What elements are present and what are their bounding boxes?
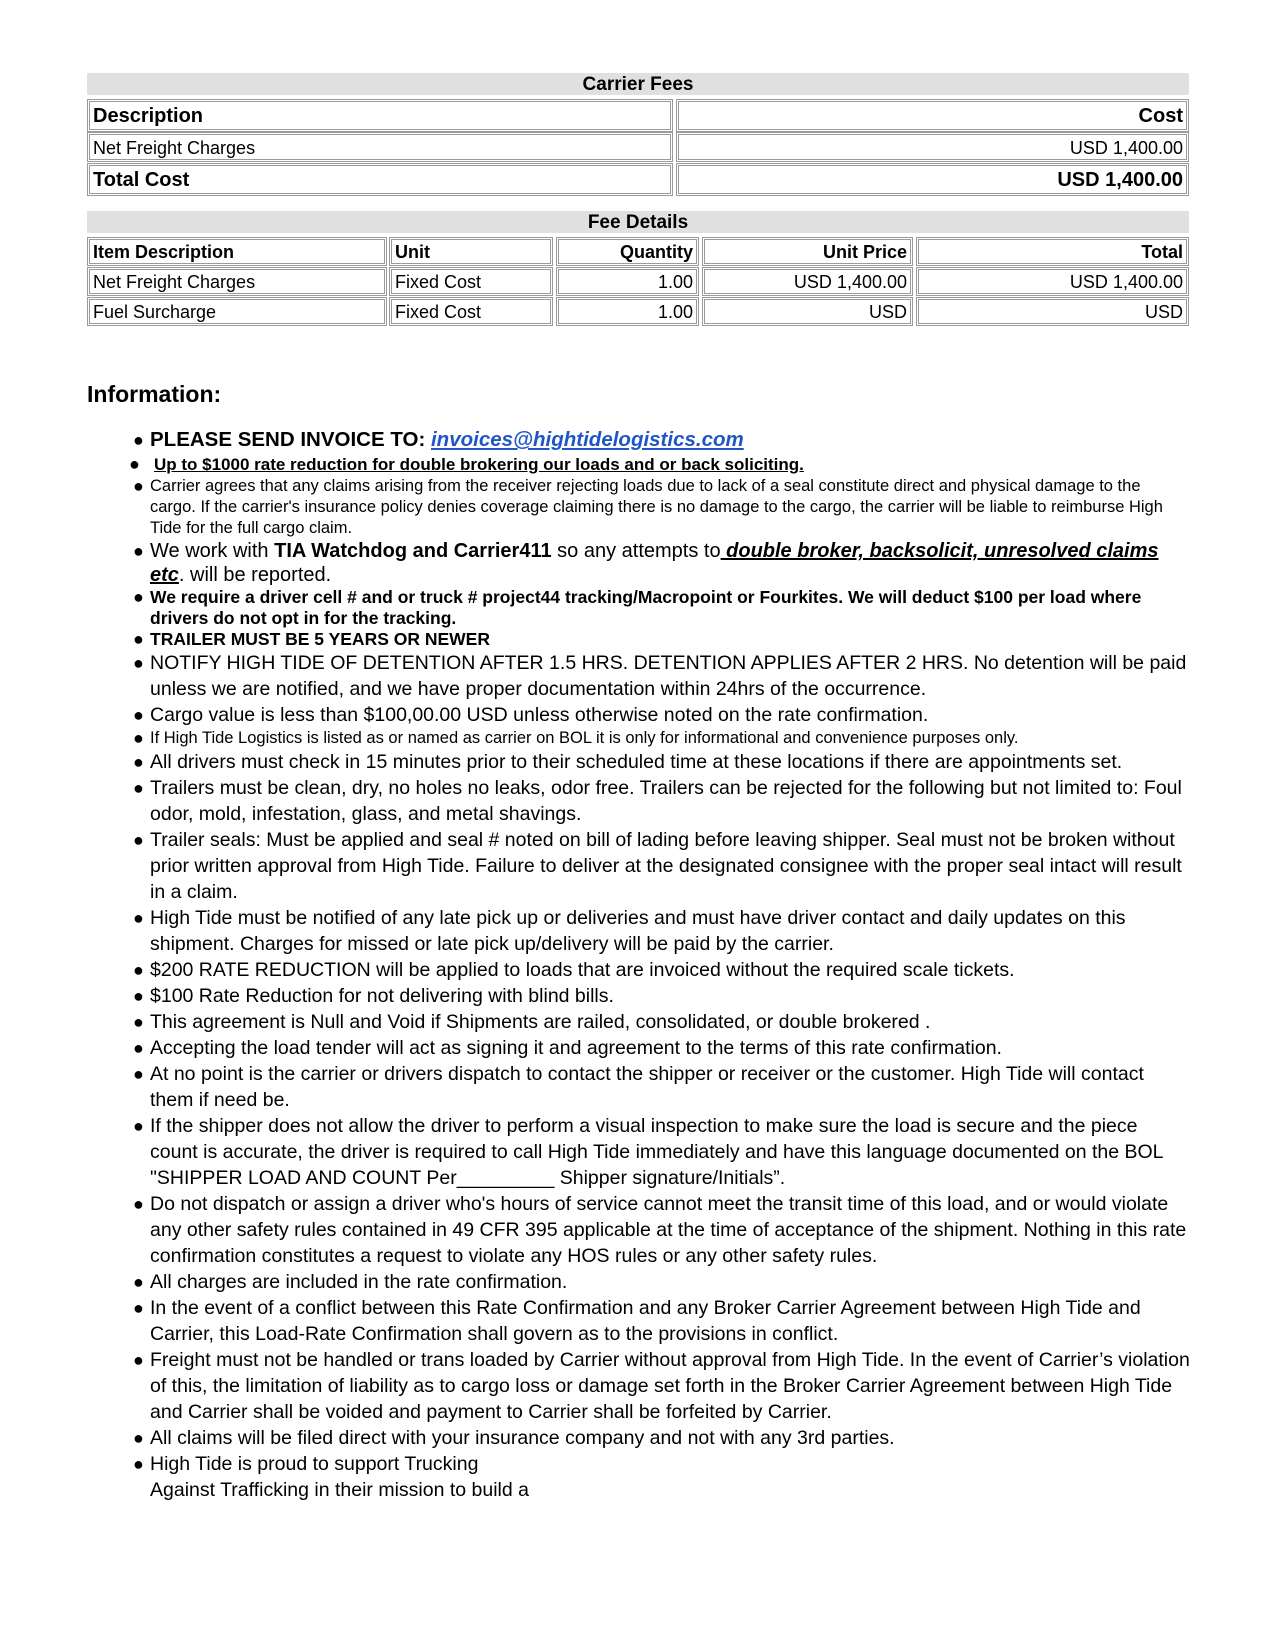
list-item <box>133 587 1190 629</box>
table-row <box>87 297 1189 326</box>
list-item <box>133 629 1190 650</box>
bullet-icon: ● <box>133 1012 144 1032</box>
list-item <box>133 983 1190 1009</box>
rate-reduction-text: Up to $1000 rate reduction for double brokering our loads and or back soliciting. <box>154 455 804 474</box>
bullet-icon: ● <box>129 454 140 474</box>
late-pickup-text: High Tide must be notified of any late pick up or deliveries and must have driver contact and daily updates on this shipment. Charges for missed or late pick up/delivery will be paid by the carrier. <box>150 907 1126 955</box>
list-item <box>133 650 1190 702</box>
invoice-email-link[interactable]: invoices@hightidelogistics.com <box>430 428 744 451</box>
cargo-value-text: Cargo value is less than $100,00.00 USD unless otherwise noted on the rate confirmation. <box>150 704 929 726</box>
fee-cost: USD 1,400.00 <box>676 132 1189 162</box>
trans-loading-text: Freight must not be handled or trans loaded by Carrier without approval from High Tide. In the event of Carrier’s violation of this, the limitation of liability as to cargo loss or damage set forth in the Broker Carrier Agreement between High Tide and Carrier shall be voided and payment to Carrier shall be forfeited by Carrier. <box>150 1349 1190 1423</box>
total-label: Total Cost <box>87 163 673 196</box>
bullet-icon: ● <box>133 1116 144 1136</box>
bullet-icon: ● <box>133 1038 144 1058</box>
list-item <box>133 1191 1190 1269</box>
fee-details-title: Fee Details <box>87 211 1189 233</box>
check-in-text: All drivers must check in 15 minutes prior to their scheduled time at these locations if there are appointments set. <box>150 751 1123 773</box>
list-item <box>133 1451 1190 1503</box>
bullet-icon: ● <box>133 1272 144 1292</box>
blind-bills-text: $100 Rate Reduction for not delivering with blind bills. <box>150 985 614 1007</box>
no-contact-text: At no point is the carrier or drivers dispatch to contact the shipper or receiver or the customer. High Tide will contact them if need be. <box>150 1063 1144 1111</box>
trucking-support-line-1: High Tide is proud to support Trucking <box>150 1453 479 1475</box>
information-list <box>129 427 1190 1503</box>
conflict-text: In the event of a conflict between this Rate Confirmation and any Broker Carrier Agreement between High Tide and Carrier, this Load-Rate Confirmation shall govern as to the provisions in conflict. <box>150 1297 1141 1345</box>
bullet-icon: ● <box>133 1194 144 1214</box>
total-header: Total <box>916 237 1189 266</box>
bullet-icon: ● <box>133 653 144 673</box>
item-unit-price: USD 1,400.00 <box>702 267 913 296</box>
cost-header: Cost <box>676 99 1189 132</box>
bullet-icon: ● <box>133 960 144 980</box>
list-item <box>133 1061 1190 1113</box>
list-item <box>133 702 1190 728</box>
fee-details-table <box>87 237 1189 326</box>
bullet-icon: ● <box>133 778 144 798</box>
list-item <box>133 775 1190 827</box>
watchdog-emphasis: double broker, backsolicit, unresolved claims etc <box>150 540 1159 586</box>
watchdog-text-end: . will be reported. <box>178 564 332 586</box>
list-item <box>133 749 1190 775</box>
table-row <box>87 267 1189 296</box>
list-item <box>133 476 1190 539</box>
item-unit: Fixed Cost <box>389 297 553 326</box>
fee-description: Net Freight Charges <box>87 132 673 162</box>
bullet-icon: ● <box>133 476 144 496</box>
hours-of-service-text: Do not dispatch or assign a driver who's hours of service cannot meet the transit time of this load, and or would violate any other safety rules contained in 49 CFR 395 applicable at the time of acceptance of the shipment. Nothing in this rate confirmation constitutes a request to violate any HOS rules or any other safety rules. <box>150 1193 1187 1267</box>
table-row <box>87 132 1189 162</box>
item-total: USD 1,400.00 <box>916 267 1189 296</box>
carrier-fees-header-row <box>87 99 1189 132</box>
item-description-header: Item Description <box>87 237 387 266</box>
description-header: Description <box>87 99 673 132</box>
item-quantity: 1.00 <box>556 297 699 326</box>
total-row <box>87 163 1189 196</box>
bullet-icon: ● <box>133 908 144 928</box>
bullet-icon: ● <box>133 587 144 607</box>
list-item <box>133 1035 1190 1061</box>
bullet-icon: ● <box>133 1350 144 1370</box>
bullet-icon: ● <box>133 752 144 772</box>
bullet-icon: ● <box>133 1454 144 1474</box>
trailer-condition-text: Trailers must be clean, dry, no holes no leaks, odor free. Trailers can be rejected for the following but not limited to: Foul odor, mold, infestation, glass, and metal shavings. <box>150 777 1182 825</box>
tender-acceptance-text: Accepting the load tender will act as signing it and agreement to the terms of this rate confirmation. <box>150 1037 1002 1059</box>
null-void-text: This agreement is Null and Void if Shipments are railed, consolidated, or double brokered . <box>150 1011 931 1033</box>
list-item <box>133 957 1190 983</box>
bol-note-text: If High Tide Logistics is listed as or named as carrier on BOL it is only for informational and convenience purposes only. <box>150 729 1019 747</box>
bullet-icon: ● <box>133 986 144 1006</box>
bullet-icon: ● <box>133 1428 144 1448</box>
unit-price-header: Unit Price <box>702 237 913 266</box>
bullet-icon: ● <box>133 705 144 725</box>
bullet-icon: ● <box>133 830 144 850</box>
carrier-fees-title: Carrier Fees <box>87 73 1189 95</box>
list-item <box>133 1269 1190 1295</box>
item-total: USD <box>916 297 1189 326</box>
list-item <box>133 827 1190 905</box>
fee-details-header-row <box>87 237 1189 266</box>
bullet-icon: ● <box>133 430 144 450</box>
bullet-icon: ● <box>133 629 144 649</box>
total-cost: USD 1,400.00 <box>676 163 1189 196</box>
list-item <box>133 728 1190 749</box>
bullet-icon: ● <box>133 728 144 748</box>
list-item <box>129 453 1190 476</box>
trailer-seals-text: Trailer seals: Must be applied and seal # noted on bill of lading before leaving shipper. Seal must not be broken without prior written approval from High Tide. Failure to deliver at the designated consignee with the proper seal intact will result in a claim. <box>150 829 1182 903</box>
watchdog-text-start: We work with <box>150 540 275 562</box>
watchdog-text-middle: so any attempts to <box>551 540 721 562</box>
item-quantity: 1.00 <box>556 267 699 296</box>
scale-tickets-text: $200 RATE REDUCTION will be applied to loads that are invoiced without the required scale tickets. <box>150 959 1015 981</box>
quantity-header: Quantity <box>556 237 699 266</box>
item-unit: Fixed Cost <box>389 267 553 296</box>
item-unit-price: USD <box>702 297 913 326</box>
trailer-age-text: TRAILER MUST BE 5 YEARS OR NEWER <box>150 629 490 649</box>
tracking-text: We require a driver cell # and or truck # project44 tracking/Macropoint or Fourkites. We will deduct $100 per load where drivers do not opt in for the tracking. <box>150 587 1142 628</box>
unit-header: Unit <box>389 237 553 266</box>
detention-text: NOTIFY HIGH TIDE OF DETENTION AFTER 1.5 HRS. DETENTION APPLIES AFTER 2 HRS. No detention will be paid unless we are notified, and we have proper documentation within 24hrs of the occurrence. <box>150 652 1187 700</box>
trucking-support-line-2: Against Trafficking in their mission to build a <box>150 1479 529 1501</box>
invoice-label: PLEASE SEND INVOICE TO: <box>150 428 431 451</box>
bullet-icon: ● <box>133 1064 144 1084</box>
information-heading: Information: <box>87 381 222 407</box>
bullet-icon: ● <box>133 541 144 561</box>
list-item <box>133 905 1190 957</box>
bullet-icon: ● <box>133 1298 144 1318</box>
watchdog-partners: TIA Watchdog and Carrier411 <box>274 540 552 562</box>
list-item <box>133 1295 1190 1347</box>
item-description: Net Freight Charges <box>87 267 387 296</box>
claims-filing-text: All claims will be filed direct with your insurance company and not with any 3rd parties. <box>150 1427 895 1449</box>
list-item <box>133 1425 1190 1451</box>
list-item <box>133 1113 1190 1191</box>
list-item <box>133 539 1190 587</box>
visual-inspection-text: If the shipper does not allow the driver to perform a visual inspection to make sure the load is secure and the piece count is accurate, the driver is required to call High Tide immediately and have this language documented on the BOL "SHIPPER LOAD AND COUNT Per_________ Shipper signature/Initials”. <box>150 1115 1163 1189</box>
item-description: Fuel Surcharge <box>87 297 387 326</box>
carrier-fees-table <box>87 99 1189 196</box>
list-item <box>133 1347 1190 1425</box>
charges-included-text: All charges are included in the rate confirmation. <box>150 1271 568 1293</box>
list-item <box>133 427 1190 453</box>
list-item <box>133 1009 1190 1035</box>
seal-claims-text: Carrier agrees that any claims arising from the receiver rejecting loads due to lack of a seal constitute direct and physical damage to the cargo. If the carrier's insurance policy denies coverage claiming there is no damage to the cargo, the carrier will be liable to reimburse High Tide for the full cargo claim. <box>150 477 1163 537</box>
